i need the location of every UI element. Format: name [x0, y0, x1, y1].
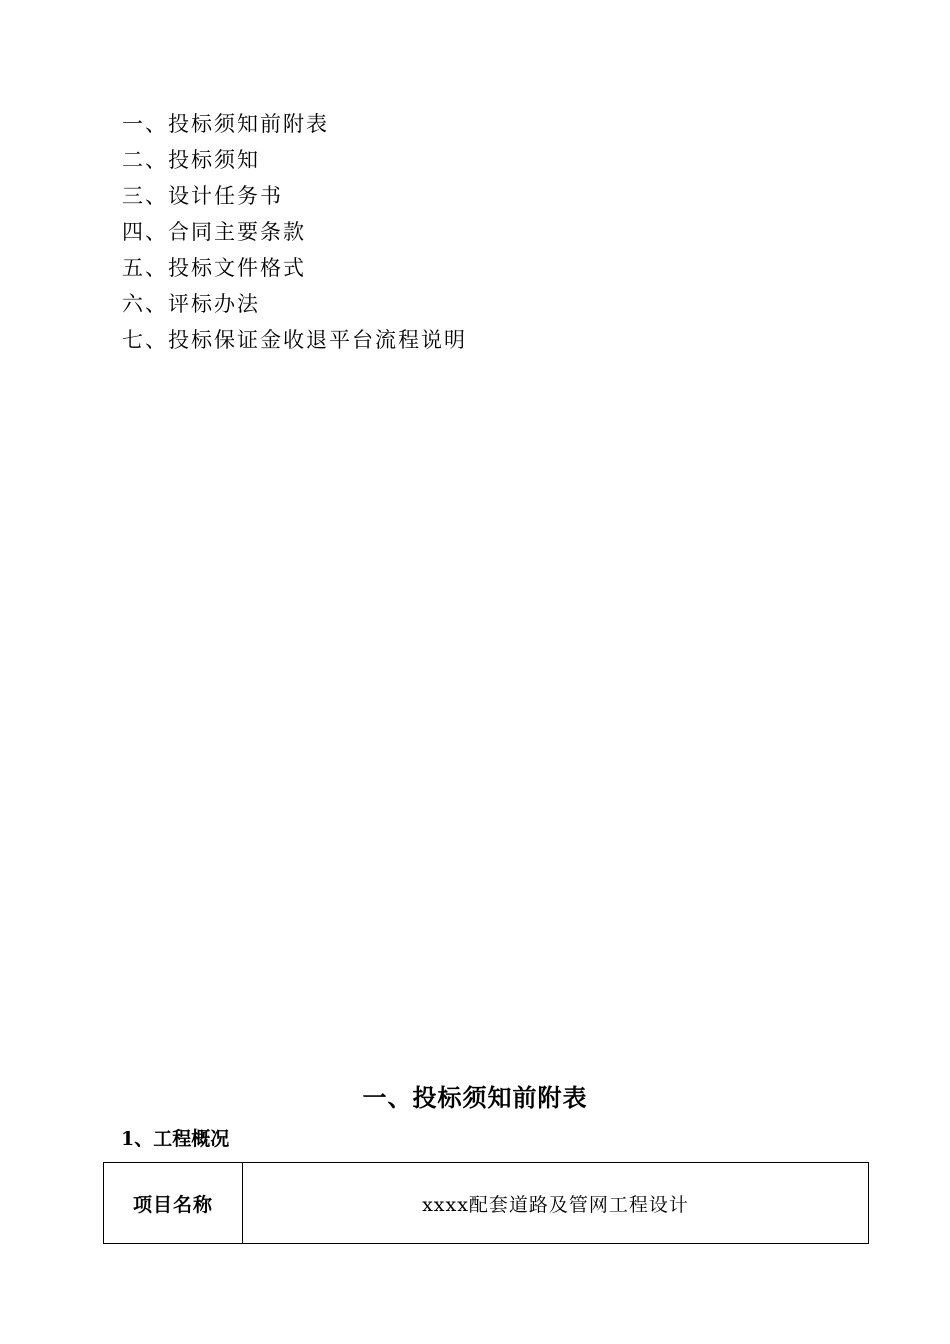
- project-name-value: xxxx配套道路及管网工程设计: [243, 1163, 869, 1244]
- project-name-label: 项目名称: [104, 1163, 243, 1244]
- toc-item-2[interactable]: 二、投标须知: [122, 148, 260, 172]
- section-title: 一、投标须知前附表: [362, 1083, 588, 1112]
- project-info-table: [103, 1162, 869, 1244]
- table-of-contents: [122, 106, 467, 358]
- toc-item-5[interactable]: 五、投标文件格式: [122, 256, 306, 280]
- sub-heading-project-overview: 1、工程概况: [121, 1128, 230, 1150]
- toc-item-3[interactable]: 三、设计任务书: [122, 184, 283, 208]
- toc-item-7[interactable]: 七、投标保证金收退平台流程说明: [122, 328, 467, 352]
- toc-item-6[interactable]: 六、评标办法: [122, 292, 260, 316]
- toc-item-4[interactable]: 四、合同主要条款: [122, 220, 306, 244]
- table-row: [104, 1163, 869, 1244]
- toc-item-1[interactable]: 一、投标须知前附表: [122, 112, 329, 136]
